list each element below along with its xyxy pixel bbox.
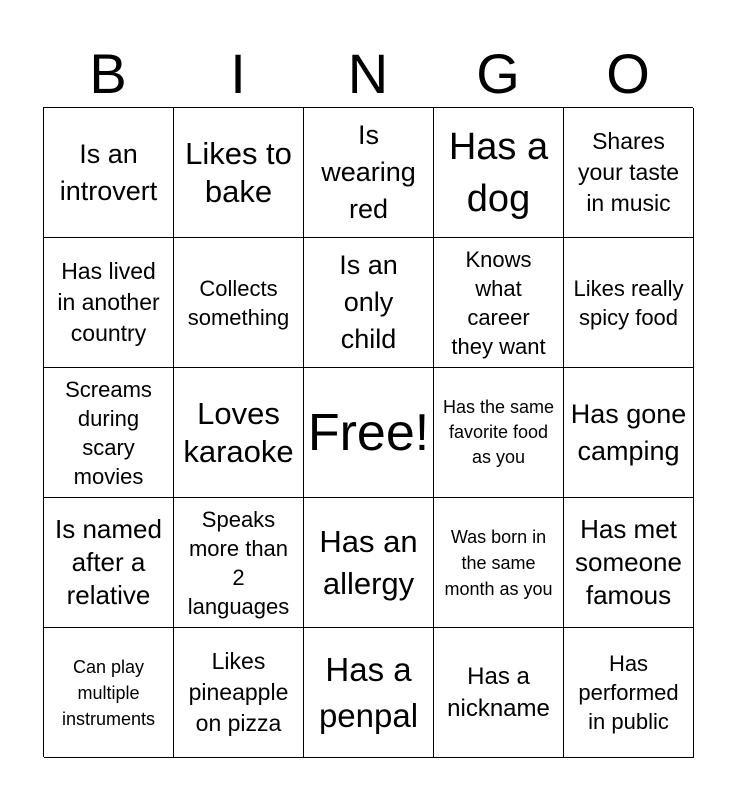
cell-text: Is named after a relative xyxy=(55,514,162,610)
cell-text: Likes pineapple on pizza xyxy=(188,648,289,736)
cell-text: Has lived in another country xyxy=(57,258,160,346)
bingo-cell[interactable] xyxy=(434,108,564,238)
bingo-cell[interactable] xyxy=(44,368,174,498)
cell-text: Has a nickname xyxy=(447,662,550,722)
header-letter-n: N xyxy=(347,42,389,105)
cell-text: Collects something xyxy=(187,275,290,330)
bingo-cell[interactable] xyxy=(564,368,694,498)
header-letter-i: I xyxy=(230,42,246,105)
cell-text: Speaks more than 2 languages xyxy=(187,506,290,619)
bingo-cell[interactable] xyxy=(564,628,694,758)
cell-text: Has met someone famous xyxy=(575,514,682,610)
bingo-cell[interactable] xyxy=(304,108,434,238)
cell-text: Shares your taste in music xyxy=(578,128,679,216)
bingo-cell[interactable] xyxy=(174,238,304,368)
cell-text: Was born in the same month as you xyxy=(444,526,553,599)
cell-text: Can play multiple instruments xyxy=(61,656,156,729)
bingo-cell[interactable] xyxy=(434,628,564,758)
cell-text: Has the same favorite food as you xyxy=(442,397,555,467)
cell-text: Likes really spicy food xyxy=(573,275,684,330)
bingo-cell[interactable] xyxy=(174,368,304,498)
cell-text: Knows what career they want xyxy=(451,246,546,359)
cell-text: Has gone camping xyxy=(570,398,687,466)
bingo-cell[interactable] xyxy=(434,238,564,368)
bingo-cell[interactable] xyxy=(44,108,174,238)
header-letter-o: O xyxy=(606,42,650,105)
cell-text: Has performed in public xyxy=(578,651,679,734)
bingo-cell[interactable] xyxy=(174,108,304,238)
bingo-board xyxy=(43,107,693,757)
cell-text: Has a penpal xyxy=(318,650,419,734)
bingo-cell[interactable] xyxy=(434,498,564,628)
cell-text: Is an only child xyxy=(339,250,398,354)
bingo-cell[interactable] xyxy=(44,238,174,368)
cell-text: Is wearing red xyxy=(321,120,416,224)
cell-text: Has a dog xyxy=(448,125,549,220)
cell-text: Is an introvert xyxy=(59,138,158,206)
bingo-cell[interactable] xyxy=(44,498,174,628)
bingo-cell[interactable] xyxy=(174,498,304,628)
bingo-cell[interactable] xyxy=(564,238,694,368)
bingo-cell[interactable] xyxy=(44,628,174,758)
bingo-cell[interactable] xyxy=(434,368,564,498)
bingo-cell[interactable] xyxy=(304,498,434,628)
bingo-cell[interactable] xyxy=(304,628,434,758)
cell-text: Likes to bake xyxy=(185,135,292,209)
bingo-header xyxy=(43,40,693,108)
header-letter-g: G xyxy=(476,42,520,105)
bingo-cell[interactable] xyxy=(304,368,434,498)
bingo-cell[interactable] xyxy=(564,498,694,628)
bingo-cell[interactable] xyxy=(304,238,434,368)
bingo-cell[interactable] xyxy=(564,108,694,238)
free-space: Free! xyxy=(307,403,430,462)
cell-text: Has an allergy xyxy=(319,523,418,601)
header-letter-b: B xyxy=(89,42,127,105)
cell-text: Loves karaoke xyxy=(183,395,294,469)
bingo-cell[interactable] xyxy=(174,628,304,758)
cell-text: Screams during scary movies xyxy=(65,376,152,489)
